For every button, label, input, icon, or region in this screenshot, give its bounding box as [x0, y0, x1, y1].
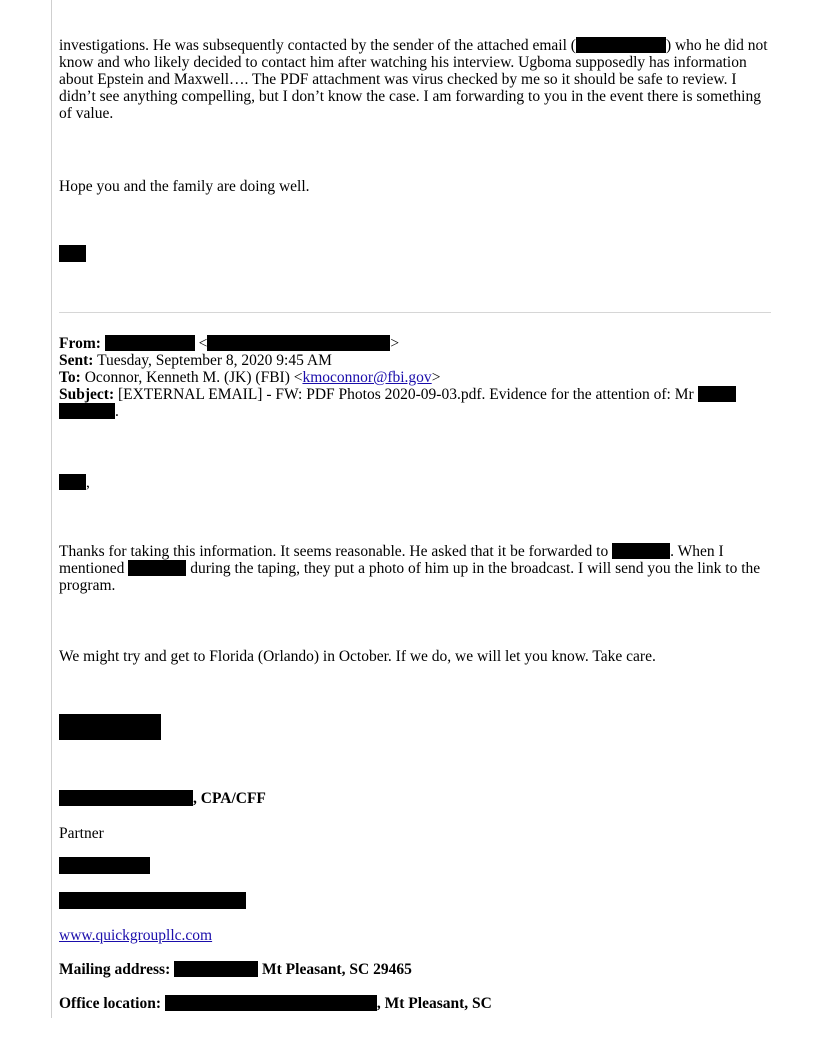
to-line: To: Oconnor, Kenneth M. (JK) (FBI) <kmoconnor@fbi.gov> [59, 369, 441, 386]
signature-name: , CPA/CFF [59, 790, 775, 807]
closing-line: Hope you and the family are doing well. [59, 178, 310, 195]
redaction-box [59, 892, 246, 909]
website-line [59, 927, 775, 944]
sent-line: Sent: Tuesday, September 8, 2020 9:45 AM [59, 352, 332, 369]
redaction-box [59, 245, 86, 262]
signature-redaction [59, 714, 161, 740]
office-location: Office location: , Mt Pleasant, SC [59, 995, 492, 1012]
body-paragraph: Thanks for taking this information. It seems reasonable. He asked that it be forwarded to . When I mentioned during the taping, they put a photo of him up in the broadcast. I will send you the link to the program. [59, 543, 761, 594]
greeting: , [59, 474, 775, 491]
redaction-box [59, 474, 86, 490]
redaction-box [59, 790, 193, 806]
redaction-box [612, 543, 670, 559]
redaction-box [128, 560, 186, 576]
redaction-box [174, 961, 258, 977]
redaction-box [59, 857, 150, 874]
email-divider [59, 312, 771, 313]
to-email-link[interactable]: kmoconnor@fbi.gov [302, 369, 432, 386]
redaction-box [59, 403, 115, 419]
subject-line: Subject: [EXTERNAL EMAIL] - FW: PDF Photos 2020-09-03.pdf. Evidence for the attention of: Mr . [59, 386, 775, 420]
from-line: From: < > [59, 335, 400, 352]
redaction-box [207, 335, 390, 351]
forward-note-paragraph: investigations. He was subsequently contacted by the sender of the attached email ( ) who he did not know and who likely decided to contact him after watching his interview. Ugboma supposedly has information about Epstein and Maxwell…. The PDF attachment was virus checked by me so it should be safe to review. I didn’t see anything compelling, but I don’t know the case. I am forwarding to you in the event there is something of value. [59, 37, 768, 122]
quote-margin-line [51, 0, 52, 1018]
body-paragraph: We might try and get to Florida (Orlando) in October. If we do, we will let you know. Take care. [59, 648, 656, 665]
email-header [59, 335, 775, 420]
redaction-box [698, 386, 736, 402]
redaction-box [576, 37, 666, 53]
redaction-box [165, 995, 377, 1011]
website-link[interactable]: www.quickgroupllc.com [59, 927, 213, 944]
redaction-box [105, 335, 195, 351]
mailing-address: Mailing address: Mt Pleasant, SC 29465 [59, 961, 412, 978]
signature-role: Partner [59, 825, 104, 842]
